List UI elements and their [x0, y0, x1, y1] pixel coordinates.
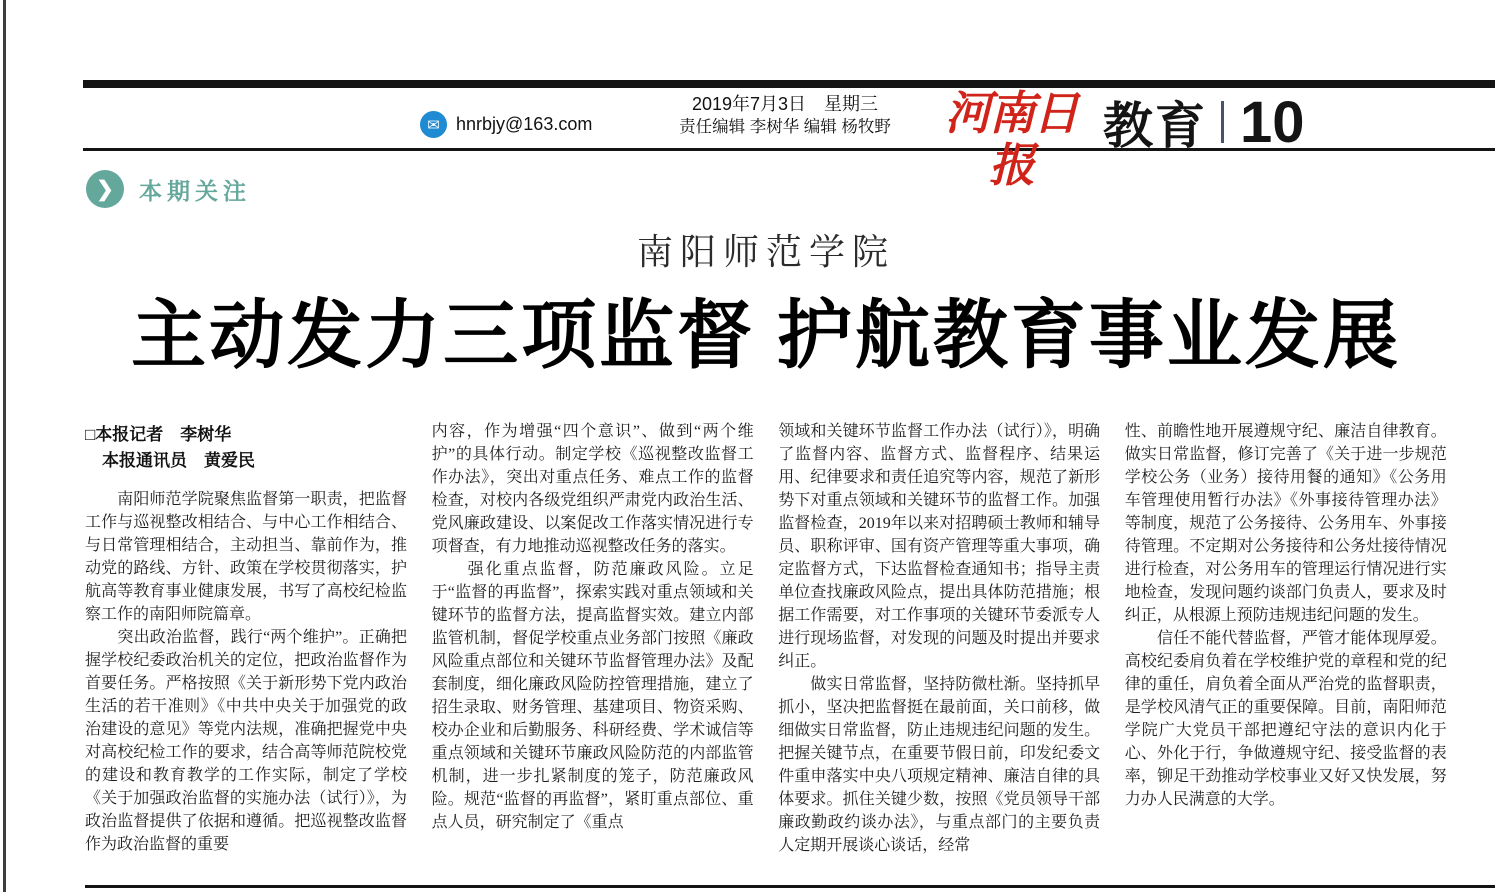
- paragraph: 信任不能代替监督，严管才能体现厚爱。高校纪委肩负着在学校维护党的章程和党的纪律的重任，肩负着全面从严治党的监督职责，是学校风清气正的重要保障。目前，南阳师范学院广大党员干部把遵纪守法的意识内化于心、外化于行，争做遵规守纪、接受监督的表率，铆足干劲推动学校事业又好又快发展，努力办人民满意的大学。: [1124, 630, 1447, 808]
- byline-correspondent: 本报通讯员 黄爱民: [102, 451, 255, 470]
- article-column-1: [85, 420, 407, 876]
- article-column-4: [1125, 420, 1447, 876]
- edition-date: 2019年7月3日 星期三: [691, 94, 879, 114]
- section-block: [1103, 86, 1305, 158]
- left-page-rule: [3, 0, 6, 892]
- chevron-right-icon: ❯: [86, 170, 124, 208]
- email-icon: ✉: [420, 111, 447, 138]
- paragraph: 性、前瞻性地开展遵规守纪、廉洁自律教育。做实日常监督，修订完善了《关于进一步规范学校公务（业务）接待用餐的通知》《公务用车管理使用暂行办法》《外事接待管理办法》等制度，规范了公务接待、公务用车、外事接待管理。不定期对公务接待和公务灶接待情况进行检查，对公务用车的管理运行情况进行实地检查，发现问题约谈部门负责人，要求及时纠正，从根源上预防违规违纪问题的发生。: [1124, 423, 1447, 624]
- focus-tag: [86, 170, 251, 208]
- paragraph: 强化重点监督，防范廉政风险。立足于“监督的再监督”，探索实践对重点领域和关键环节的监督方法，提高监督实效。建立内部监管机制，督促学校重点业务部门按照《廉政风险重点部位和关键环节监督管理办法》及配套制度，细化廉政风险防控管理措施，建立了招生录取、财务管理、基建项目、物资采购、校办企业和后勤服务、科研经费、学术诚信等重点领域和关键环节廉政风险防范的内部监管机制，进一步扎紧制度的笼子，防范廉政风险。规范“监督的再监督”，紧盯重点部位、重点人员，研究制定了《重点: [431, 561, 754, 831]
- article-kicker: 南阳师范学院: [636, 232, 895, 272]
- paragraph: 做实日常监督，坚持防微杜渐。坚持抓早抓小，坚决把监督挺在最前面，关口前移，做细做实日常监督，防止违规违纪问题的发生。把握关键节点，在重要节假日前，印发纪委文件重申落实中央八项规定精神、廉洁自律的具体要求。抓住关键少数，按照《党员领导干部廉政勤政约谈办法》，与重点部门的主要负责人定期开展谈心谈话，经常: [778, 676, 1101, 854]
- edition-editors: 责任编辑 李树华 编辑 杨牧野: [679, 118, 891, 136]
- article-column-3: [778, 420, 1100, 876]
- article-headline: 主动发力三项监督 护航教育事业发展: [131, 295, 1401, 378]
- contact-email: [420, 111, 592, 138]
- page-bottom-rule: [85, 885, 1495, 888]
- article-body: [85, 420, 1447, 876]
- paragraph: 领域和关键环节监督工作办法（试行）》，明确了监督内容、监督方式、监督程序、结果运用、纪律要求和责任追究等内容，规范了新形势下对重点领域和关键环节的监督工作。加强监督检查，2019年以来对招聘硕士教师和辅导员、职称评审、国有资产管理等重大事项，确定监督方式，下达监督检查通知书；指导主责单位查找廉政风险点，提出具体防范措施；根据工作需要，对工作事项的关键环节委派专人进行现场监督，对发现的问题及时提出并要求纠正。: [778, 423, 1101, 670]
- paragraph: 内容，作为增强“四个意识”、做到“两个维护”的具体行动。制定学校《巡视整改监督工作办法》，突出对重点任务、难点工作的监督检查，对校内各级党组织严肃党内政治生活、党风廉政建设、以案促改工作落实情况进行专项督查，有力地推动巡视整改任务的落实。: [431, 423, 754, 555]
- focus-tag-label: 本期关注: [139, 177, 251, 204]
- page-number: 10: [1240, 89, 1305, 155]
- article-column-2: [432, 420, 754, 876]
- paragraph: 突出政治监督，践行“两个维护”。正确把握学校纪委政治机关的定位，把政治监督作为首要任务。严格按照《关于新形势下党内政治生活的若干准则》《中共中央关于加强党的政治建设的意见》等党内法规，准确把握党中央对高校纪检工作的要求，结合高等师范院校党的建设和教育教学的工作实际，制定了学校《关于加强政治监督的实施办法（试行）》，为政治监督提供了依据和遵循。把巡视整改监督作为政治监督的重要: [85, 629, 407, 853]
- edition-info: [660, 93, 910, 138]
- paragraph: 南阳师范学院聚焦监督第一职责，把监督工作与巡视整改相结合、与中心工作相结合、与日常管理相结合，主动担当、靠前作为，推动党的路线、方针、政策在学校贯彻落实，护航高等教育事业健康发展，书写了高校纪检监察工作的南阳师院篇章。: [85, 491, 407, 623]
- section-name: 教育: [1103, 98, 1207, 154]
- newspaper-masthead: 河南日报: [945, 88, 1077, 191]
- byline: [85, 422, 407, 474]
- contact-email-address: hnrbjy@163.com: [456, 114, 593, 134]
- section-divider: [1221, 101, 1224, 143]
- byline-reporter: □本报记者 李树华: [85, 425, 232, 444]
